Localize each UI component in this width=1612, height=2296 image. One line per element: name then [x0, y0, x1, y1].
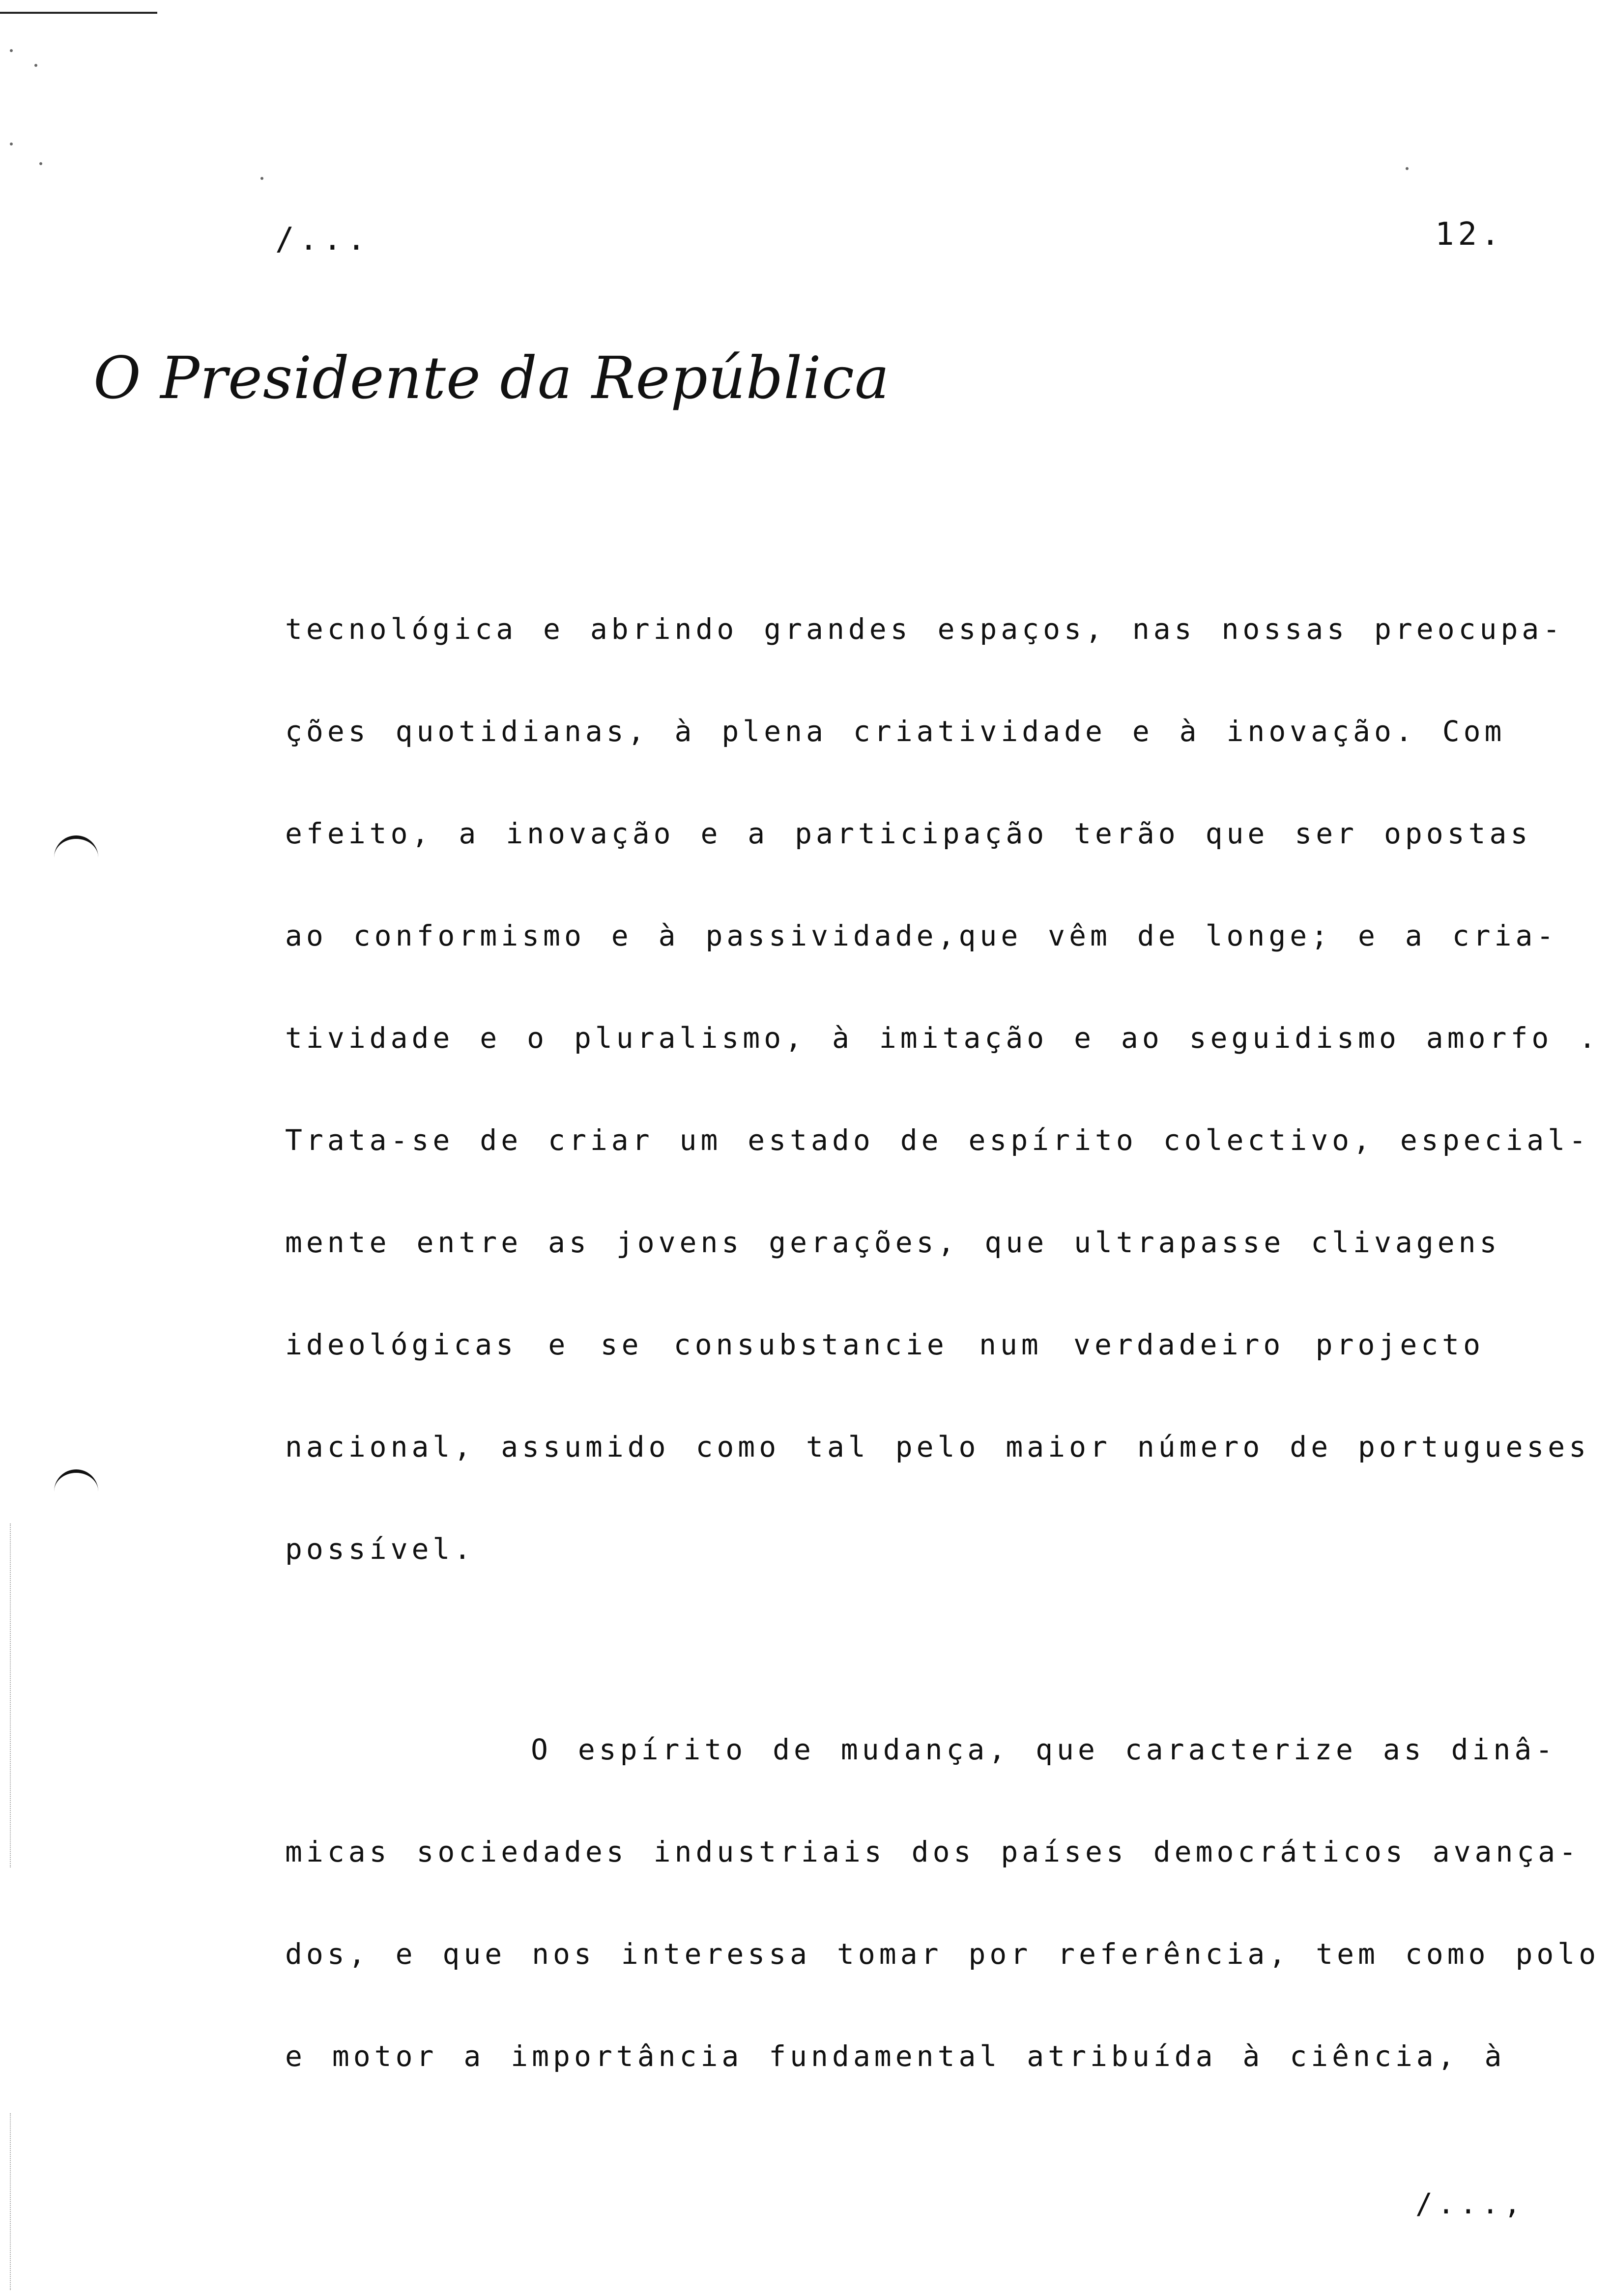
- text-line: O espírito de mudança, que caracterize as dinâ-: [531, 1733, 1557, 1766]
- scan-speck: [10, 143, 13, 145]
- text-line: possível.: [285, 1532, 475, 1566]
- body-text: [285, 604, 1600, 2134]
- text-line: tividade e o pluralismo, à imitação e ao seguidismo amorfo .: [285, 1021, 1600, 1055]
- text-line: micas sociedades industriais dos países democráticos avança-: [285, 1835, 1581, 1868]
- punch-hole-mark: [54, 1469, 98, 1502]
- scan-artifact: [10, 1523, 12, 1867]
- paragraph-gap: [285, 1627, 1484, 1725]
- text-line: ções quotidianas, à plena criatividade e à inovação. Com: [285, 715, 1506, 748]
- text-line: Trata-se de criar um estado de espírito colectivo, especial-: [285, 1123, 1590, 1157]
- scan-artifact: [10, 2113, 12, 2290]
- scan-speck: [39, 162, 42, 165]
- text-line: efeito, a inovação e a participação terão que ser opostas: [285, 817, 1532, 850]
- text-line: e motor a importância fundamental atribuída à ciência, à: [285, 2039, 1506, 2073]
- continued-marker-top: /...: [275, 221, 371, 258]
- text-line: ao conformismo e à passividade,que vêm de longe; e a cria-: [285, 919, 1558, 952]
- text-line: nacional, assumido como tal pelo maior número de portugueses: [285, 1430, 1590, 1464]
- text-line: ideológicas e se consubstancie num verdadeiro projecto: [285, 1328, 1484, 1361]
- scan-speck: [34, 64, 37, 67]
- top-rule: [0, 12, 157, 14]
- scan-speck: [1406, 167, 1409, 170]
- text-line: dos, e que nos interessa tomar por referência, tem como polo: [285, 1937, 1600, 1971]
- scan-speck: [10, 49, 13, 52]
- text-line: tecnológica e abrindo grandes espaços, nas nossas preocupa-: [285, 612, 1564, 646]
- page-number: 12.: [1435, 216, 1504, 253]
- punch-hole-mark: [54, 835, 98, 868]
- text-line: mente entre as jovens gerações, que ultrapasse clivagens: [285, 1226, 1501, 1259]
- letterhead: O Presidente da República: [93, 344, 890, 412]
- scan-speck: [260, 177, 263, 180]
- continued-marker-bottom: /...,: [1415, 2187, 1526, 2220]
